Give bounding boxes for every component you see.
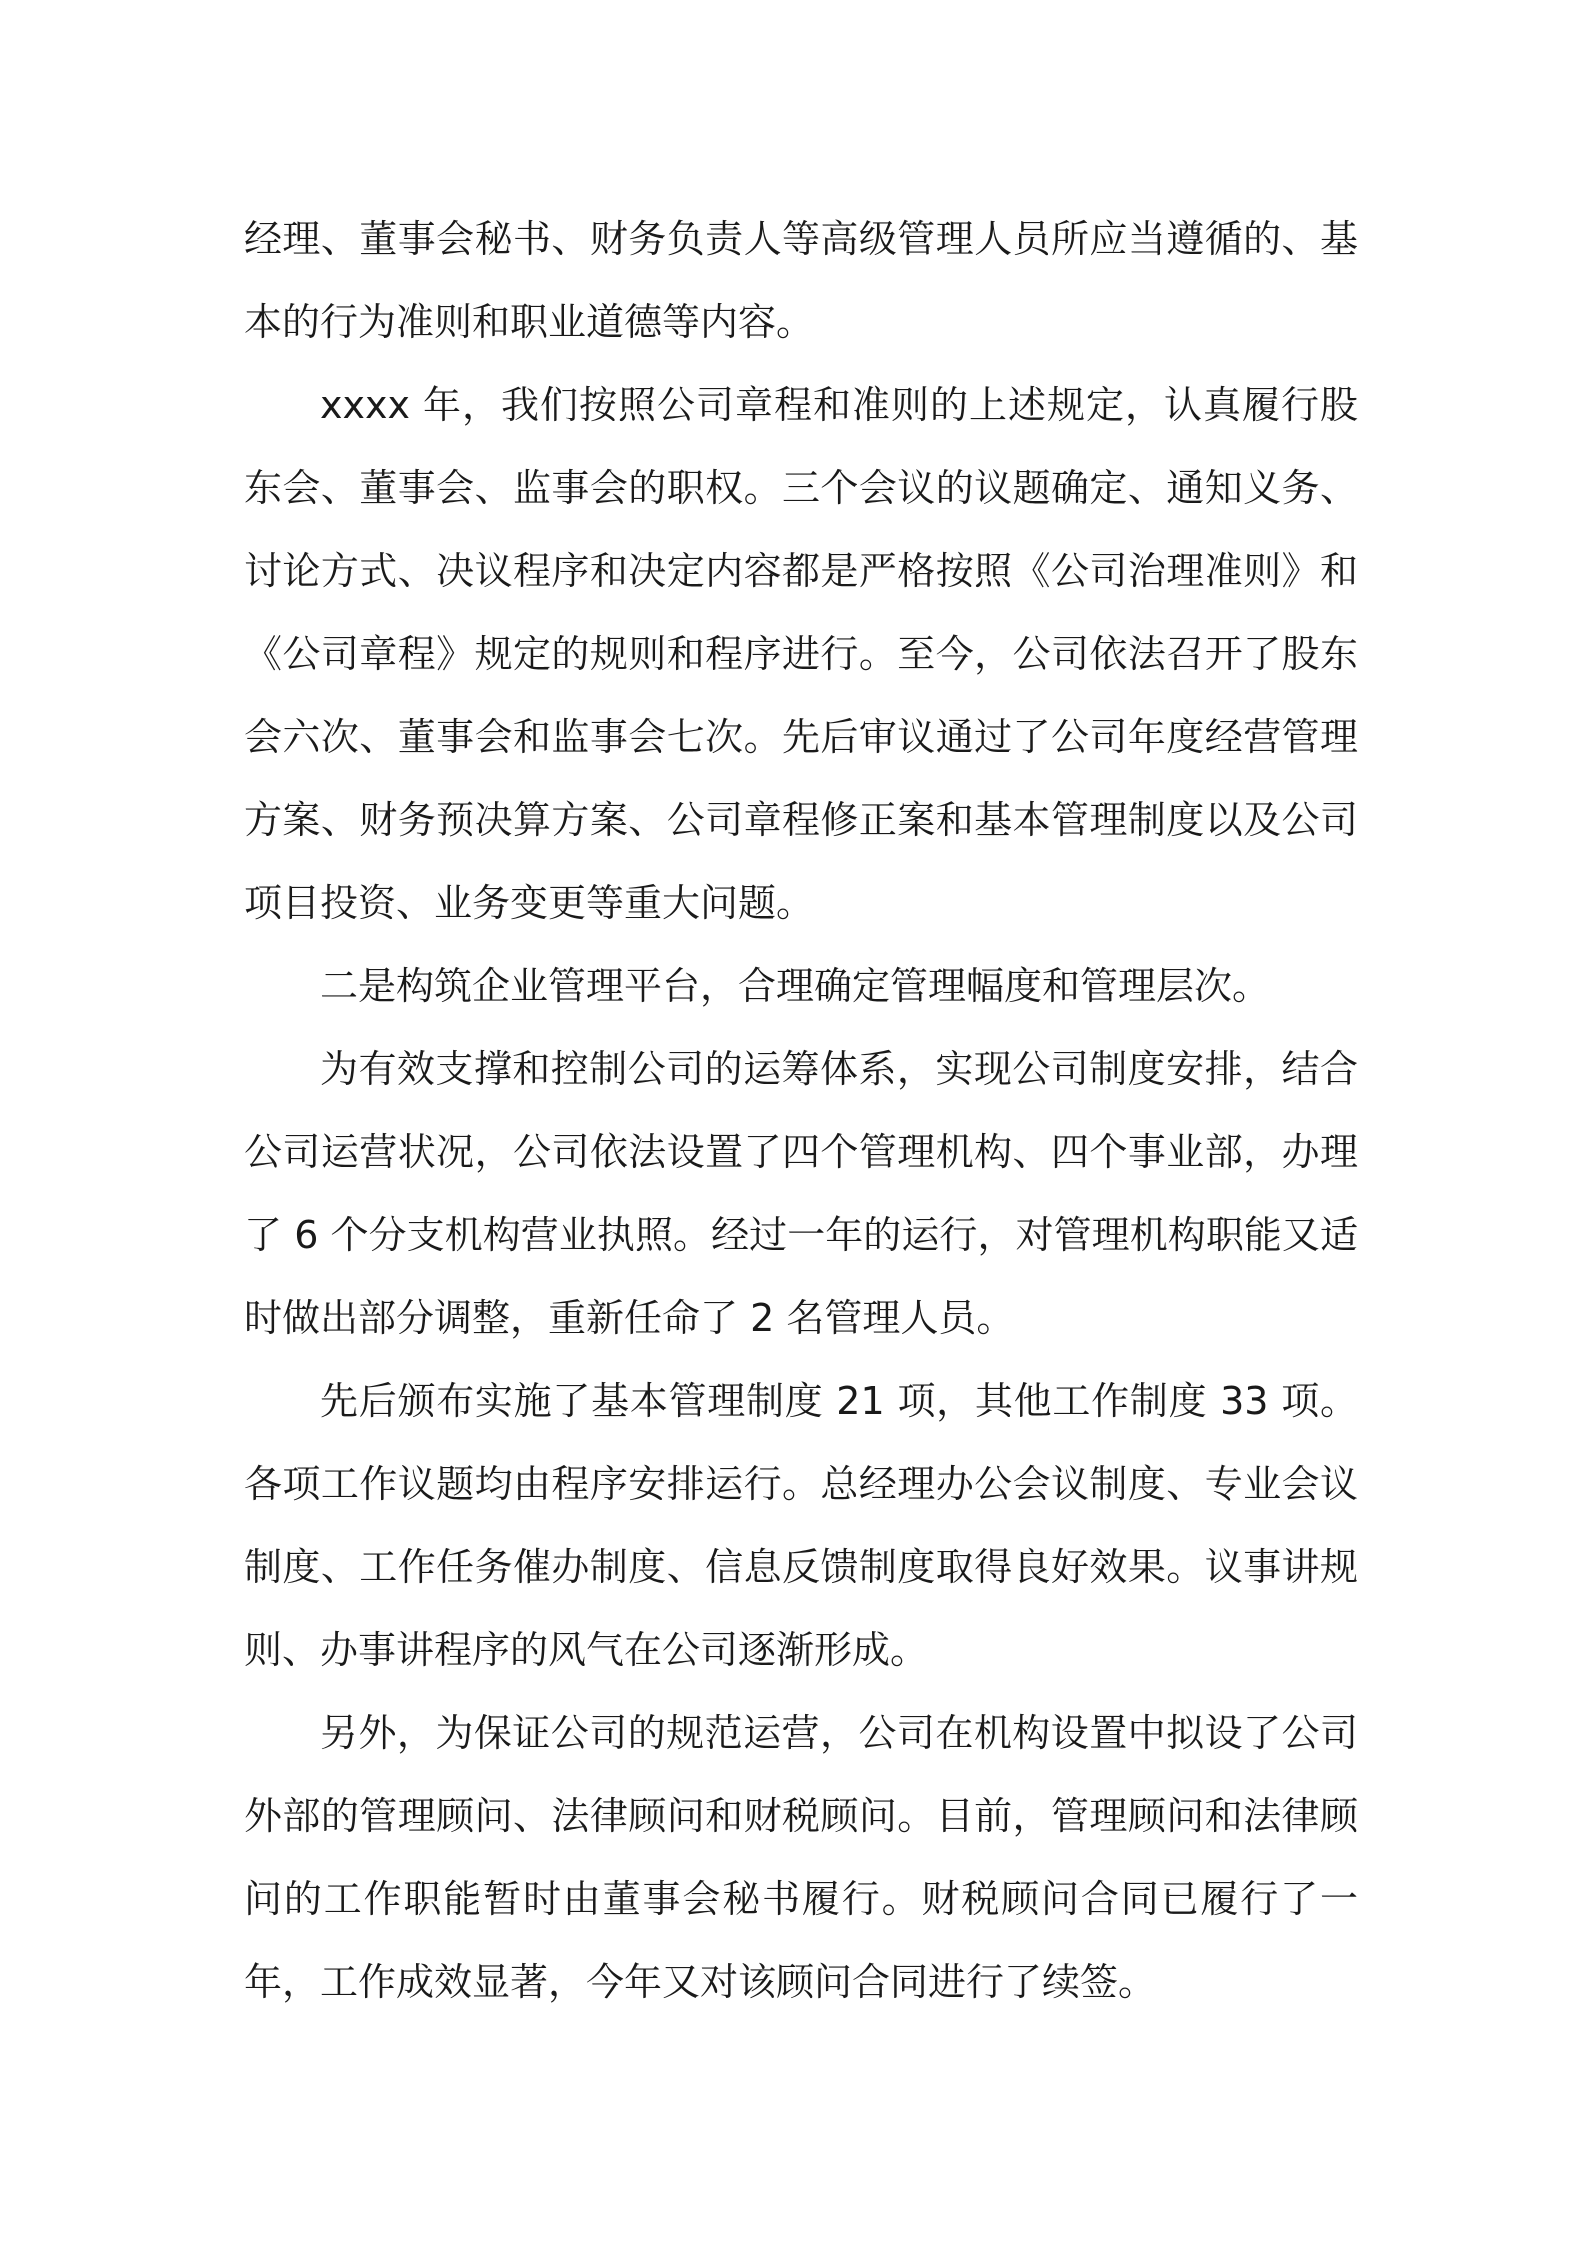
paragraph-external-advisors: 另外，为保证公司的规范运营，公司在机构设置中拟设了公司外部的管理顾问、法律顾问和财税顾问。目前，管理顾问和法律顾问的工作职能暂时由董事会秘书履行。财税顾问合同已履行了一年，工作成效显著，今年又对该顾问合同进行了续签。 (244, 1711, 1358, 2004)
paragraph-organization-setup: 为有效支撑和控制公司的运筹体系，实现公司制度安排，结合公司运营状况，公司依法设置了四个管理机构、四个事业部，办理了 6 个分支机构营业执照。经过一年的运行，对管理机构职能又适时做出部分调整，重新任命了 2 名管理人员。 (244, 1047, 1358, 1340)
paragraph-continued-code-of-conduct: 经理、董事会秘书、财务负责人等高级管理人员所应当遵循的、基本的行为准则和职业道德等内容。 (244, 217, 1358, 344)
paragraph-management-rules: 先后颁布实施了基本管理制度 21 项，其他工作制度 33 项。各项工作议题均由程序安排运行。总经理办公会议制度、专业会议制度、工作任务催办制度、信息反馈制度取得良好效果。议事讲规则、办事讲程序的风气在公司逐渐形成。 (244, 1379, 1358, 1672)
document-body (244, 198, 1358, 2024)
paragraph-management-platform-heading: 二是构筑企业管理平台，合理确定管理幅度和管理层次。 (320, 964, 1271, 1008)
paragraph-governance-meetings: xxxx 年，我们按照公司章程和准则的上述规定，认真履行股东会、董事会、监事会的职权。三个会议的议题确定、通知义务、讨论方式、决议程序和决定内容都是严格按照《公司治理准则》和《公司章程》规定的规则和程序进行。至今，公司依法召开了股东会六次、董事会和监事会七次。先后审议通过了公司年度经营管理方案、财务预决算方案、公司章程修正案和基本管理制度以及公司项目投资、业务变更等重大问题。 (244, 383, 1358, 925)
